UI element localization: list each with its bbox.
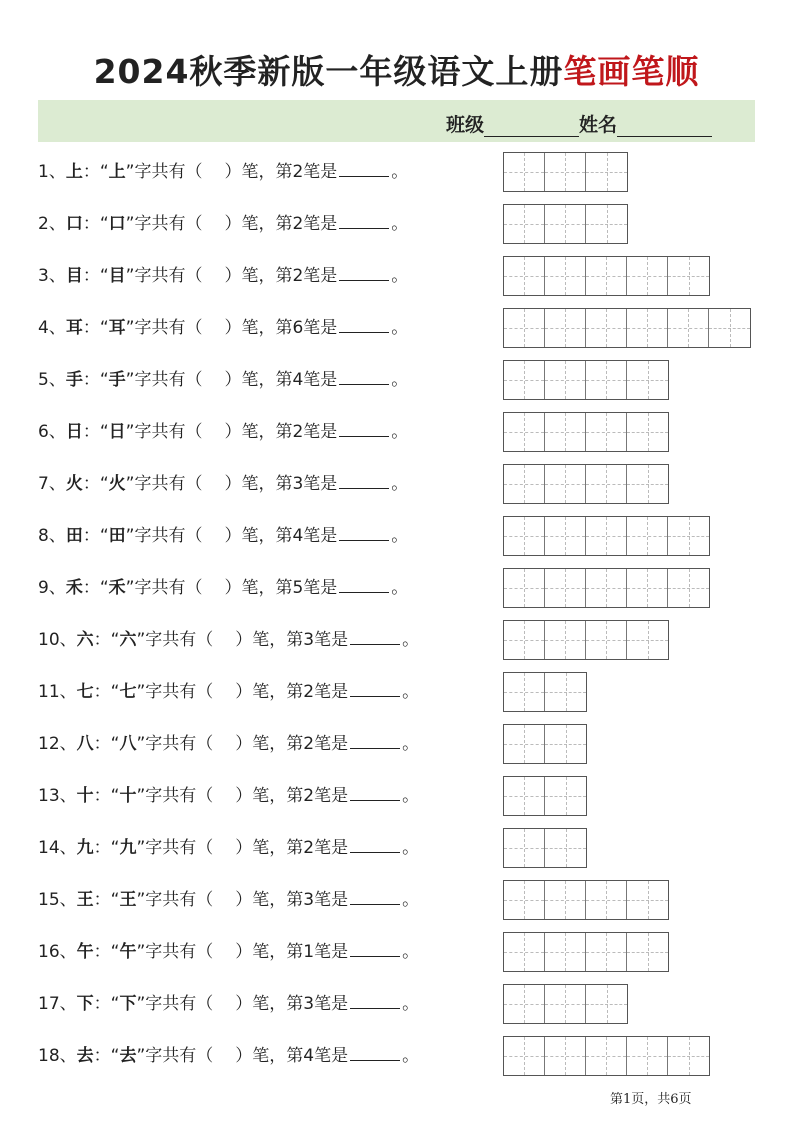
question-period: 。 [402,890,420,910]
question-char-quoted: 下 [119,994,137,1014]
writing-grid[interactable] [503,308,751,348]
question-char-quoted: 九 [119,838,137,858]
question-char: 上 [65,162,83,182]
question-row [38,620,508,660]
question-char-quoted: 午 [119,942,137,962]
grid-cell[interactable] [627,413,668,451]
question-char: 下 [76,994,94,1014]
grid-cell[interactable] [504,309,545,347]
grid-cell[interactable] [586,361,627,399]
question-mid: ）笔，第 [235,734,304,754]
grid-cell[interactable] [545,413,586,451]
stroke-answer-blank[interactable] [339,362,389,385]
question-prefix: ：“ [82,578,109,598]
grid-cell[interactable] [586,621,627,659]
stroke-answer-blank[interactable] [339,206,389,229]
grid-cell[interactable] [586,309,627,347]
question-number: 8、 [38,526,66,546]
question-suffix: ”字共有（ [125,370,203,390]
stroke-answer-blank[interactable] [339,414,389,437]
stroke-answer-blank[interactable] [350,986,400,1009]
question-mid: ）笔，第 [224,422,293,442]
question-mid: ）笔，第 [235,942,304,962]
name-label: 姓名 [579,114,618,136]
grid-cell[interactable] [586,985,627,1023]
writing-grid[interactable] [503,828,587,868]
stroke-answer-blank[interactable] [350,622,400,645]
question-end: 笔是 [303,162,338,182]
question-period: 。 [391,474,409,494]
question-row [38,776,508,816]
grid-cell[interactable] [627,933,668,971]
question-char: 九 [76,838,94,858]
stroke-index: 2 [292,422,304,442]
question-char-quoted: 去 [119,1046,137,1066]
question-row [38,880,508,920]
question-number: 12、 [38,734,77,754]
question-mid: ）笔，第 [224,370,293,390]
question-period: 。 [402,994,420,1014]
question-number: 14、 [38,838,77,858]
stroke-index: 1 [303,942,315,962]
stroke-answer-blank[interactable] [350,1038,400,1061]
question-period: 。 [391,370,409,390]
question-end: 笔是 [314,630,349,650]
question-char-quoted: 目 [108,266,126,286]
question-mid: ）笔，第 [224,214,293,234]
question-end: 笔是 [303,318,338,338]
grid-cell[interactable] [504,829,545,867]
question-char: 七 [76,682,94,702]
grid-cell[interactable] [504,621,545,659]
question-suffix: ”字共有（ [125,162,203,182]
question-row [38,412,508,452]
grid-cell[interactable] [668,1037,709,1075]
question-row [38,308,508,348]
grid-cell[interactable] [627,569,668,607]
grid-cell[interactable] [504,257,545,295]
grid-cell[interactable] [545,517,586,555]
grid-cell[interactable] [504,933,545,971]
stroke-index: 2 [292,162,304,182]
question-prefix: ：“ [93,838,120,858]
grid-cell[interactable] [586,465,627,503]
question-suffix: ”字共有（ [136,682,214,702]
writing-grid[interactable] [503,620,669,660]
stroke-answer-blank[interactable] [350,830,400,853]
grid-cell[interactable] [504,205,545,243]
question-number: 5、 [38,370,66,390]
grid-cell[interactable] [586,569,627,607]
question-period: 。 [402,734,420,754]
grid-cell[interactable] [668,257,709,295]
question-suffix: ”字共有（ [125,578,203,598]
question-end: 笔是 [303,214,338,234]
writing-grid[interactable] [503,776,587,816]
question-prefix: ：“ [82,266,109,286]
grid-cell[interactable] [545,985,586,1023]
question-char: 十 [76,786,94,806]
stroke-answer-blank[interactable] [339,466,389,489]
question-end: 笔是 [314,890,349,910]
grid-cell[interactable] [545,569,586,607]
writing-grid[interactable] [503,516,710,556]
page-title [0,46,793,93]
question-row [38,932,508,972]
question-char: 耳 [65,318,83,338]
question-period: 。 [402,630,420,650]
grid-cell[interactable] [627,1037,668,1075]
stroke-index: 2 [303,838,315,858]
question-period: 。 [402,1046,420,1066]
question-suffix: ”字共有（ [125,318,203,338]
question-number: 18、 [38,1046,77,1066]
stroke-answer-blank[interactable] [350,934,400,957]
stroke-index: 4 [292,370,304,390]
question-suffix: ”字共有（ [136,734,214,754]
question-end: 笔是 [314,734,349,754]
question-end: 笔是 [303,370,338,390]
question-number: 6、 [38,422,66,442]
question-suffix: ”字共有（ [136,786,214,806]
question-mid: ）笔，第 [224,474,293,494]
grid-cell[interactable] [504,673,545,711]
question-end: 笔是 [303,578,338,598]
question-prefix: ：“ [93,994,120,1014]
question-mid: ）笔，第 [235,630,304,650]
question-end: 笔是 [303,422,338,442]
question-period: 。 [391,214,409,234]
question-suffix: ”字共有（ [136,890,214,910]
stroke-answer-blank[interactable] [339,518,389,541]
question-suffix: ”字共有（ [125,422,203,442]
grid-cell[interactable] [545,309,586,347]
grid-cell[interactable] [545,881,586,919]
question-number: 3、 [38,266,66,286]
grid-cell[interactable] [586,933,627,971]
question-end: 笔是 [314,682,349,702]
question-prefix: ：“ [82,214,109,234]
question-mid: ）笔，第 [235,838,304,858]
writing-grid[interactable] [503,984,628,1024]
grid-cell[interactable] [545,829,586,867]
question-prefix: ：“ [82,370,109,390]
grid-cell[interactable] [668,309,709,347]
grid-cell[interactable] [586,413,627,451]
question-char: 目 [65,266,83,286]
grid-cell[interactable] [586,257,627,295]
question-char: 八 [76,734,94,754]
question-prefix: ：“ [93,734,120,754]
question-row [38,360,508,400]
grid-cell[interactable] [545,361,586,399]
question-prefix: ：“ [93,786,120,806]
name-input-line[interactable] [617,116,712,137]
question-mid: ）笔，第 [224,526,293,546]
question-suffix: ”字共有（ [125,474,203,494]
grid-cell[interactable] [545,1037,586,1075]
question-row [38,568,508,608]
question-char-quoted: 口 [108,214,126,234]
writing-grid[interactable] [503,152,628,192]
stroke-index: 2 [303,682,315,702]
question-char-quoted: 王 [119,890,137,910]
question-end: 笔是 [314,786,349,806]
stroke-index: 4 [303,1046,315,1066]
grid-cell[interactable] [709,309,750,347]
grid-cell[interactable] [627,465,668,503]
writing-grid[interactable] [503,360,669,400]
question-period: 。 [402,786,420,806]
question-prefix: ：“ [93,1046,120,1066]
question-period: 。 [391,162,409,182]
question-prefix: ：“ [82,422,109,442]
question-prefix: ：“ [93,942,120,962]
question-suffix: ”字共有（ [136,630,214,650]
question-char-quoted: 上 [108,162,126,182]
grid-cell[interactable] [668,569,709,607]
question-row [38,256,508,296]
question-row [38,724,508,764]
question-row [38,672,508,712]
question-mid: ）笔，第 [224,318,293,338]
grid-cell[interactable] [545,257,586,295]
grid-cell[interactable] [545,725,586,763]
writing-grid[interactable] [503,204,628,244]
question-number: 4、 [38,318,66,338]
question-period: 。 [391,526,409,546]
question-mid: ）笔，第 [224,162,293,182]
writing-grid[interactable] [503,256,710,296]
question-char: 王 [76,890,94,910]
question-end: 笔是 [314,838,349,858]
grid-cell[interactable] [504,361,545,399]
question-char: 田 [65,526,83,546]
question-mid: ）笔，第 [235,786,304,806]
question-end: 笔是 [314,1046,349,1066]
grid-cell[interactable] [504,881,545,919]
question-number: 15、 [38,890,77,910]
stroke-answer-blank[interactable] [350,726,400,749]
question-end: 笔是 [303,526,338,546]
stroke-answer-blank[interactable] [350,778,400,801]
question-suffix: ”字共有（ [136,838,214,858]
question-char-quoted: 火 [108,474,126,494]
stroke-index: 3 [303,994,315,1014]
question-char-quoted: 六 [119,630,137,650]
grid-cell[interactable] [545,933,586,971]
question-period: 。 [391,318,409,338]
question-char: 去 [76,1046,94,1066]
question-char: 日 [65,422,83,442]
writing-grid[interactable] [503,724,587,764]
stroke-index: 3 [292,474,304,494]
question-row [38,516,508,556]
question-number: 2、 [38,214,66,234]
grid-cell[interactable] [504,413,545,451]
question-suffix: ”字共有（ [125,526,203,546]
question-suffix: ”字共有（ [136,1046,214,1066]
question-suffix: ”字共有（ [136,994,214,1014]
grid-cell[interactable] [586,1037,627,1075]
stroke-index: 6 [292,318,304,338]
grid-cell[interactable] [545,153,586,191]
stroke-answer-blank[interactable] [350,674,400,697]
question-char-quoted: 七 [119,682,137,702]
grid-cell[interactable] [627,361,668,399]
grid-cell[interactable] [504,465,545,503]
question-mid: ）笔，第 [224,266,293,286]
page-footer: 第1页，共6页 [610,1092,692,1107]
question-row [38,828,508,868]
stroke-answer-blank[interactable] [339,310,389,333]
stroke-answer-blank[interactable] [339,258,389,281]
question-number: 16、 [38,942,77,962]
question-period: 。 [391,266,409,286]
question-number: 1、 [38,162,66,182]
class-input-line[interactable] [484,116,579,137]
grid-cell[interactable] [586,881,627,919]
question-number: 17、 [38,994,77,1014]
stroke-answer-blank[interactable] [350,882,400,905]
question-period: 。 [402,838,420,858]
question-suffix: ”字共有（ [125,214,203,234]
question-number: 13、 [38,786,77,806]
question-char: 手 [65,370,83,390]
question-mid: ）笔，第 [235,890,304,910]
stroke-index: 2 [303,734,315,754]
question-prefix: ：“ [93,890,120,910]
question-row [38,464,508,504]
question-prefix: ：“ [82,162,109,182]
question-char: 火 [65,474,83,494]
stroke-index: 3 [303,630,315,650]
grid-cell[interactable] [668,517,709,555]
writing-grid[interactable] [503,568,710,608]
grid-cell[interactable] [545,205,586,243]
question-period: 。 [391,578,409,598]
question-char-quoted: 禾 [108,578,126,598]
question-prefix: ：“ [82,526,109,546]
question-end: 笔是 [314,942,349,962]
question-number: 10、 [38,630,77,650]
question-mid: ）笔，第 [224,578,293,598]
grid-cell[interactable] [545,621,586,659]
grid-cell[interactable] [627,517,668,555]
question-end: 笔是 [303,474,338,494]
grid-cell[interactable] [504,517,545,555]
class-name-fields [446,110,712,137]
writing-grid[interactable] [503,464,669,504]
stroke-answer-blank[interactable] [339,570,389,593]
stroke-index: 2 [292,214,304,234]
writing-grid[interactable] [503,412,669,452]
question-char: 六 [76,630,94,650]
writing-grid[interactable] [503,672,587,712]
writing-grid[interactable] [503,932,669,972]
question-char-quoted: 耳 [108,318,126,338]
question-char: 午 [76,942,94,962]
question-prefix: ：“ [82,474,109,494]
question-period: 。 [391,422,409,442]
grid-cell[interactable] [586,517,627,555]
question-number: 9、 [38,578,66,598]
question-suffix: ”字共有（ [125,266,203,286]
class-label: 班级 [446,114,485,136]
grid-cell[interactable] [586,153,627,191]
question-row [38,984,508,1024]
question-prefix: ：“ [93,682,120,702]
question-row [38,152,508,192]
grid-cell[interactable] [504,569,545,607]
question-mid: ）笔，第 [235,994,304,1014]
grid-cell[interactable] [545,673,586,711]
grid-cell[interactable] [545,465,586,503]
writing-grid[interactable] [503,880,669,920]
grid-cell[interactable] [586,205,627,243]
question-mid: ）笔，第 [235,682,304,702]
grid-cell[interactable] [627,309,668,347]
stroke-index: 2 [292,266,304,286]
grid-cell[interactable] [627,621,668,659]
grid-cell[interactable] [545,777,586,815]
question-prefix: ：“ [93,630,120,650]
question-period: 。 [402,682,420,702]
grid-cell[interactable] [627,881,668,919]
question-char-quoted: 日 [108,422,126,442]
question-char-quoted: 八 [119,734,137,754]
grid-cell[interactable] [504,1037,545,1075]
question-char: 禾 [65,578,83,598]
question-mid: ）笔，第 [235,1046,304,1066]
question-end: 笔是 [314,994,349,1014]
question-period: 。 [402,942,420,962]
stroke-index: 5 [292,578,304,598]
question-char-quoted: 田 [108,526,126,546]
stroke-index: 3 [303,890,315,910]
stroke-index: 2 [303,786,315,806]
question-suffix: ”字共有（ [136,942,214,962]
question-number: 11、 [38,682,77,702]
question-number: 7、 [38,474,66,494]
grid-cell[interactable] [504,777,545,815]
stroke-index: 4 [292,526,304,546]
title-highlight: 笔画笔顺 [563,52,700,91]
grid-cell[interactable] [504,153,545,191]
title-main: 2024秋季新版一年级语文上册 [93,52,564,91]
question-char-quoted: 十 [119,786,137,806]
question-prefix: ：“ [82,318,109,338]
grid-cell[interactable] [504,725,545,763]
writing-grid[interactable] [503,1036,710,1076]
question-row [38,204,508,244]
grid-cell[interactable] [627,257,668,295]
stroke-answer-blank[interactable] [339,154,389,177]
question-row [38,1036,508,1076]
grid-cell[interactable] [504,985,545,1023]
question-end: 笔是 [303,266,338,286]
question-char: 口 [65,214,83,234]
question-char-quoted: 手 [108,370,126,390]
